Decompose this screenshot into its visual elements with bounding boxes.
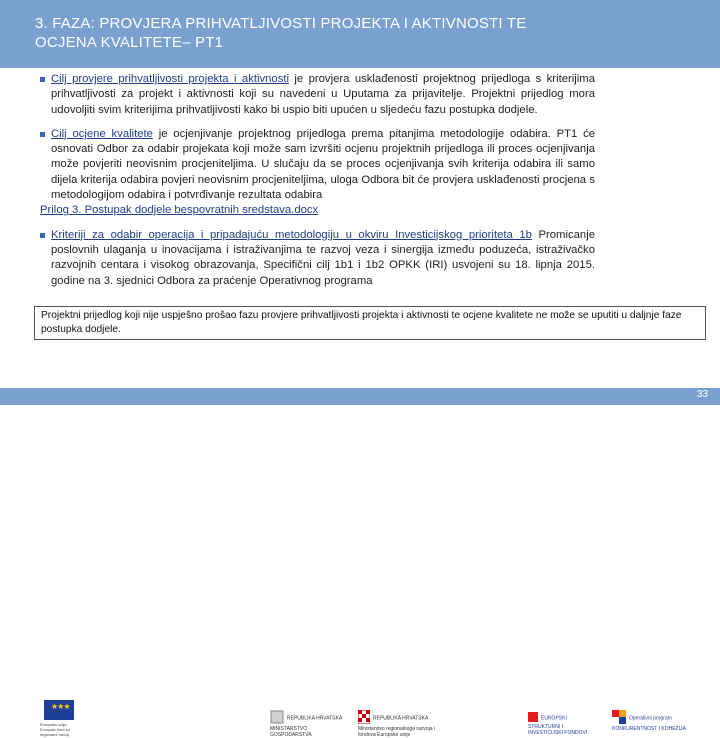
slide-title: [35, 14, 675, 52]
eu-logo-text: Europska unija Europski fond za regionalni razvoj: [40, 722, 70, 737]
bullet-square-icon: [40, 132, 45, 137]
attachment-link[interactable]: Prilog 3. Postupak dodjele bespovratnih sredstava.docx: [40, 204, 319, 217]
bullet-lead: Cilj ocjene kvalitete: [51, 127, 153, 140]
operational-programme-icon: [612, 710, 626, 726]
ministry-emblem-icon: [270, 710, 284, 726]
page-number: 33: [696, 389, 708, 400]
slide-content: [40, 72, 595, 299]
bullet-criteria: [40, 228, 595, 290]
bullet-lead: Kriteriji za odabir operacija i pripadajuću metodologiju u okviru Investicijskog prioriteta 1b: [51, 228, 532, 241]
bullet-square-icon: [40, 233, 45, 238]
croatian-coat-of-arms-icon: [358, 710, 370, 726]
eu-flag-icon: ★★★: [44, 700, 74, 720]
bullet-square-icon: [40, 77, 45, 82]
bullet-text: Promicanje poslovnih ulaganja u inovacijama i istraživanjima te razvoj veza i sinergija između poduzeća, istraživačko razvojnih centara i visokog obrazovanja, Specifični cilj 1b1 i 1b2 OPKK (IRI) usvojeni su 18. lipnja 2015. godine na 3. sjednici Odbora za praćenje Operativnog programa: [51, 228, 595, 287]
operational-programme-logo: Operativni program KONKURENTNOST I KOHEZIJA: [612, 710, 692, 732]
title-bar: [0, 0, 720, 68]
notice-box: Projektni prijedlog koji nije uspješno prošao fazu provjere prihvatljivosti projekta i aktivnosti te ocjene kvalitete ne može se uputiti u daljnje faze postupka dodjele.: [34, 306, 706, 340]
bullet-text: je ocjenjivanje projektnog prijedloga prema pitanjima metodologije odabira. PT1 će osnovati Odbor za odabir projekata koji može sam izvršiti ocjenu projektnih prijedloga ili proces ocjenjivanja može povjeriti neovisnim procjeniteljima. U slučaju da se proces ocjenjivanja svih kriterija odabira ili samo dijela kriterija odabira povjeri neovisnim procjeniteljima, uloga Odbora bit će provjera usklađenosti procjena s metodologijom odabira i potvrđivanje rezultata odabira: [51, 127, 596, 202]
esi-funds-icon: [528, 712, 538, 724]
ministry-economy-logo: REPUBLIKA HRVATSKA MINISTARSTVO GOSPODARSTVA: [270, 710, 350, 738]
bullet-quality: [40, 127, 595, 219]
esi-funds-logo: EUROPSKI STRUKTURNI I INVESTICIJSKI FONDOVI: [528, 712, 598, 736]
ministry-regional-logo: REPUBLIKA HRVATSKA Ministarstvo regionalnoga razvoja i fondova Europske unije: [358, 710, 438, 738]
slide-title-line1: 3. FAZA: PROVJERA PRIHVATLJIVOSTI PROJEKTA I AKTIVNOSTI TE: [35, 15, 527, 32]
footer-bar: [0, 388, 720, 405]
bullet-text: je provjera usklađenosti projektnog prijedloga s kriterijima prihvatljivosti za projekt i aktivnosti koji su navedeni u Uputama za prijavitelje. Projektni prijedlog mora udovoljiti svim kriterijima prihvatljivosti kako bi uspio biti upućen u sljedeću fazu postupka dodjele.: [51, 73, 595, 116]
slide-title-line2: OCJENA KVALITETE– PT1: [35, 34, 224, 51]
bullet-lead: Cilj provjere prihvatljivosti projekta i aktivnosti: [51, 73, 289, 85]
bullet-eligibility: [40, 72, 595, 118]
